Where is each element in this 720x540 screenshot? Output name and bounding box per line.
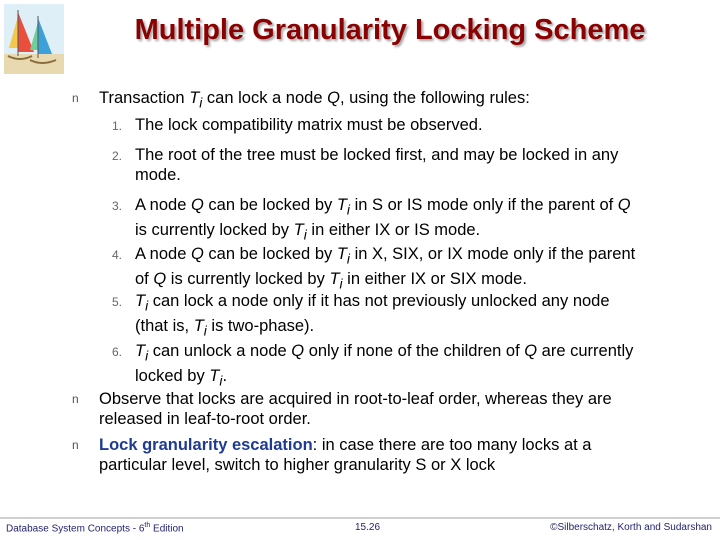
rule-5: $T_i$ can lock a node only if it has not previously unlocked any node (that is, $T_i$ is two-phase). xyxy=(135,292,610,339)
rule-3: A node Q can be locked by $T_i$ in S or IS mode only if the parent of Q is currently locked by $T_i$ in either IX or IS mode. xyxy=(135,196,631,243)
bullet-marker: n xyxy=(72,438,79,452)
footer-book-title: Database System Concepts - 6th Edition xyxy=(6,522,184,535)
rule-number: 2. xyxy=(111,149,122,163)
rule-2: The root of the tree must be locked first, and may be locked in any mode. xyxy=(135,146,619,184)
keyword-lock-granularity-escalation: Lock granularity escalation xyxy=(99,436,313,454)
rule-number: 6. xyxy=(111,345,122,359)
escalation-text: Lock granularity escalation: in case there are too many locks at a particular level, switch to higher granularity S or X lock xyxy=(99,436,592,474)
rule-4: A node Q can be locked by $T_i$ in X, SIX, or IX mode only if the parent of Q is currently locked by $T_i$ in either IX or SIX mode. xyxy=(135,245,636,292)
rule-6: $T_i$ can unlock a node Q only if none of the children of Q are currently locked by $T_i$. xyxy=(135,342,634,389)
bullet-marker: n xyxy=(72,392,79,406)
rule-number: 5. xyxy=(111,295,122,309)
rule-number: 4. xyxy=(111,248,122,262)
rule-1: The lock compatibility matrix must be observed. xyxy=(135,116,483,134)
observation-text: Observe that locks are acquired in root-to-leaf order, whereas they are released in leaf-to-root order. xyxy=(99,390,612,428)
footer-copyright: ©Silberschatz, Korth and Sudarshan xyxy=(550,522,712,533)
footer-page-number: 15.26 xyxy=(355,522,381,533)
page-title: Multiple Granularity Locking Scheme xyxy=(134,14,646,46)
bullet-marker: n xyxy=(72,91,79,105)
footer-divider xyxy=(0,517,720,519)
intro-text: Transaction $T_i$ can lock a node Q, using the following rules: xyxy=(99,89,530,111)
rule-number: 1. xyxy=(111,119,122,133)
rule-number: 3. xyxy=(111,199,122,213)
